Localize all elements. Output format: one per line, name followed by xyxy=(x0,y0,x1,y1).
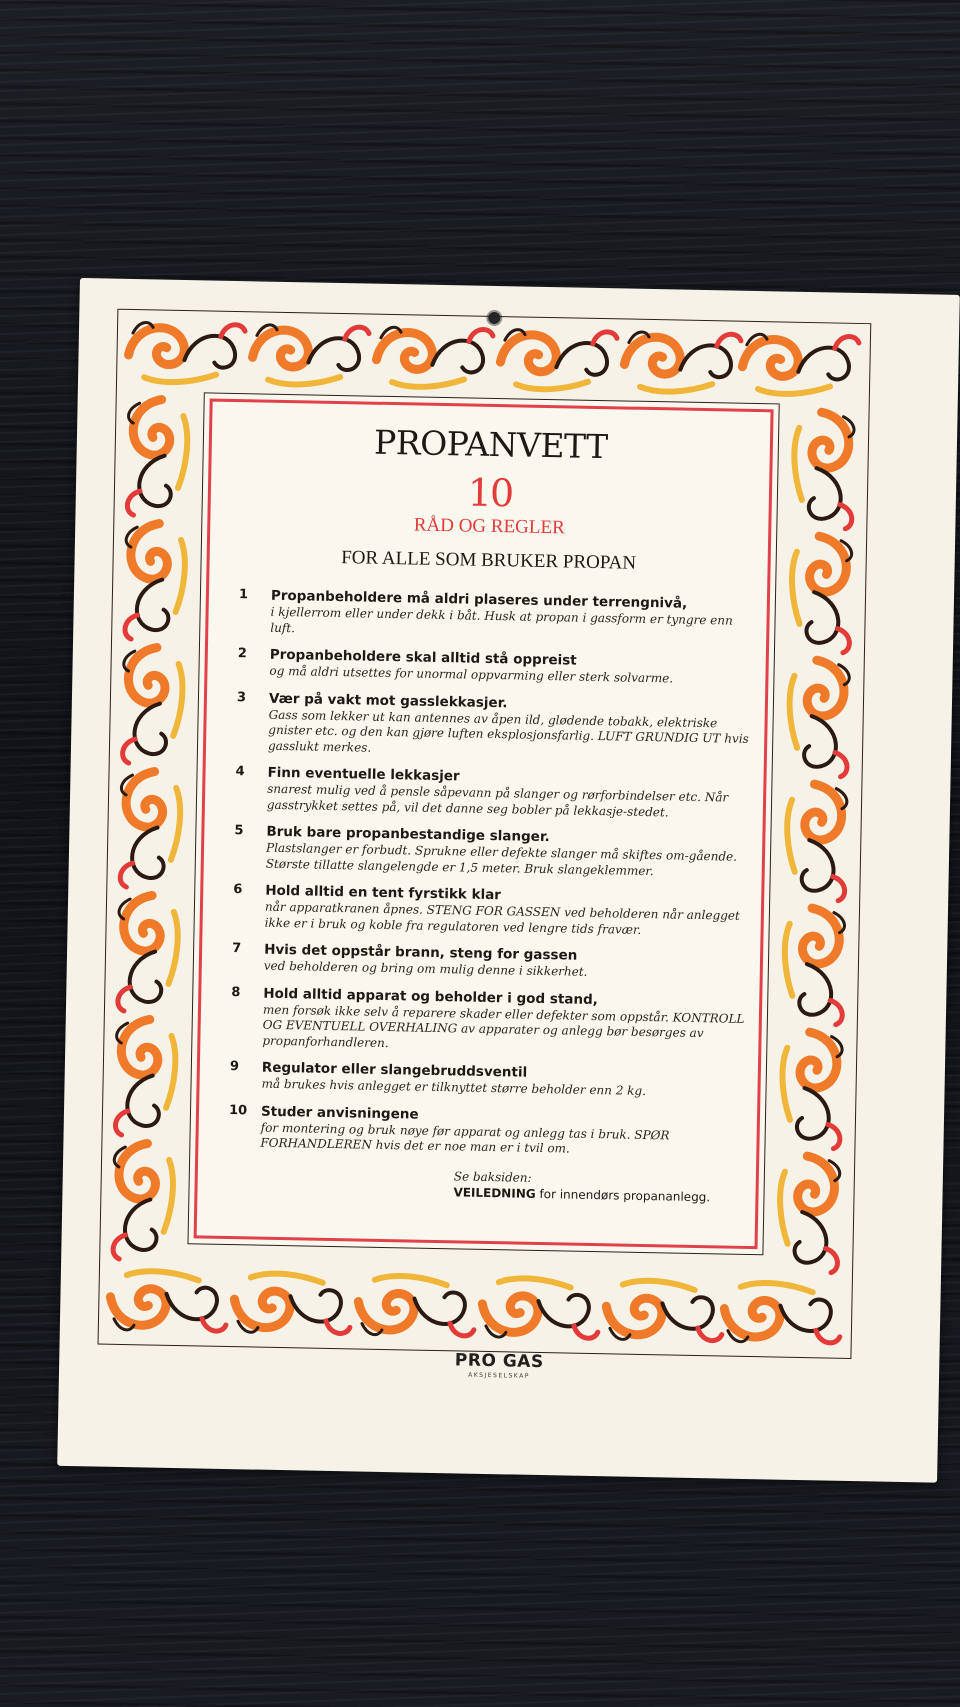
rule-item xyxy=(229,646,756,689)
poster-card xyxy=(57,278,960,1483)
rule-heading: Regulator eller slangebruddsventil xyxy=(261,1059,528,1081)
rule-number: 4 xyxy=(235,764,245,780)
logo-wordmark: PRO GAS xyxy=(454,1350,544,1373)
rule-number: 2 xyxy=(237,646,248,662)
rule-heading: Propanbeholdere skal alltid stå oppreist xyxy=(269,646,577,669)
rule-number: 7 xyxy=(232,941,242,957)
rule-number: 3 xyxy=(236,689,247,705)
rule-item xyxy=(225,882,752,940)
rule-text: snarest mulig ved å pensle såpevann på slanger og rørforbindelser etc. Når gasstrykket settes på, vil det danne seg bobler på lekkasje-stedet. xyxy=(266,781,729,819)
rule-item xyxy=(222,984,749,1058)
border-left-band xyxy=(112,399,188,1260)
rules-list xyxy=(220,587,757,1171)
border-right-band xyxy=(779,412,855,1273)
rule-number: 8 xyxy=(231,984,241,1000)
see-back-bold: VEILEDNING xyxy=(453,1185,536,1201)
rule-text: ved beholderen og bring om mulig denne i sikkerhet. xyxy=(263,958,588,979)
subtitle: FOR ALLE SOM BRUKER PROPAN xyxy=(341,547,637,574)
rule-number: 5 xyxy=(234,823,244,839)
rule-item xyxy=(230,587,757,645)
rule-text: for montering og bruk nøye før apparat og anlegg tas i bruk. SPØR FORHANDLEREN hvis det er noe man er i tvil om. xyxy=(260,1120,670,1156)
rule-number: 9 xyxy=(229,1059,240,1075)
see-back-label: Se baksiden: xyxy=(453,1169,532,1185)
rule-number: 1 xyxy=(238,587,249,603)
rule-text: når apparatkranen åpnes. STENG FOR GASSEN ved beholderen når anlegget ikke er i bruk og koble fra regulatoren ved lengre tids fravær. xyxy=(264,899,740,937)
rule-heading: Studer anvisningene xyxy=(260,1103,419,1123)
rule-text: men forsøk ikke selv å reparere skader eller defekter som oppstår. KONTROLL OG EVENTUELL OVERHALING av apparater og anlegg bør besørges av propanforhandleren. xyxy=(262,1002,745,1050)
logo-subtitle: AKSJESELSKAP xyxy=(468,1371,530,1380)
rule-item xyxy=(226,823,753,881)
rule-text: må brukes hvis anlegget er tilknyttet større beholder enn 2 kg. xyxy=(261,1076,647,1099)
poster-title: PROPANVETT xyxy=(373,422,608,467)
rule-heading: Finn eventuelle lekkasjer xyxy=(267,764,460,785)
text-panel xyxy=(187,392,779,1255)
rule-heading: Propanbeholdere må aldri plaseres under terrengnivå, xyxy=(270,587,688,612)
rule-heading: Hvis det oppstår brann, steng for gassen xyxy=(263,941,578,964)
border-bottom-band xyxy=(110,1270,841,1343)
see-back-note xyxy=(453,1168,734,1206)
rule-text: Plastslanger er forbudt. Sprukne eller defekte slanger må skiftes om-gående. Største tillatte slangelengde er 1,5 meter. Bruk slangeklemmer. xyxy=(265,840,738,878)
rule-heading: Vær på vakt mot gasslekkasjer. xyxy=(268,690,508,711)
border-top-band xyxy=(128,322,859,395)
subtitle-red: RÅD OG REGLER xyxy=(413,514,565,539)
rule-heading: Bruk bare propanbestandige slanger. xyxy=(266,823,550,846)
rule-text: Gass som lekker ut kan antennes av åpen ild, glødende tobakk, elektriske gnister etc. og den kan gjøre luften eksplosjonsfarlig. LUFT GRUNDIG UT hvis gasslukt merkes. xyxy=(267,707,749,755)
rule-item xyxy=(227,764,754,822)
rule-text: i kjellerrom eller under dekk i båt. Husk at propan i gassform er tyngre enn luft. xyxy=(270,604,733,635)
rule-heading: Hold alltid apparat og beholder i god stand, xyxy=(263,985,599,1008)
rule-number: 10 xyxy=(228,1102,248,1118)
rule-item xyxy=(220,1102,747,1160)
rule-text: og må aldri utsettes for unormal oppvarming eller sterk solvarme. xyxy=(269,663,674,686)
rule-item xyxy=(221,1059,748,1102)
see-back-rest: for innendørs propananlegg. xyxy=(539,1186,711,1205)
rule-item xyxy=(228,689,755,763)
rule-heading: Hold alltid en tent fyrstikk klar xyxy=(265,882,502,904)
rule-number: 6 xyxy=(233,882,243,898)
rule-item xyxy=(224,941,751,984)
rules-count: 10 xyxy=(467,470,513,516)
